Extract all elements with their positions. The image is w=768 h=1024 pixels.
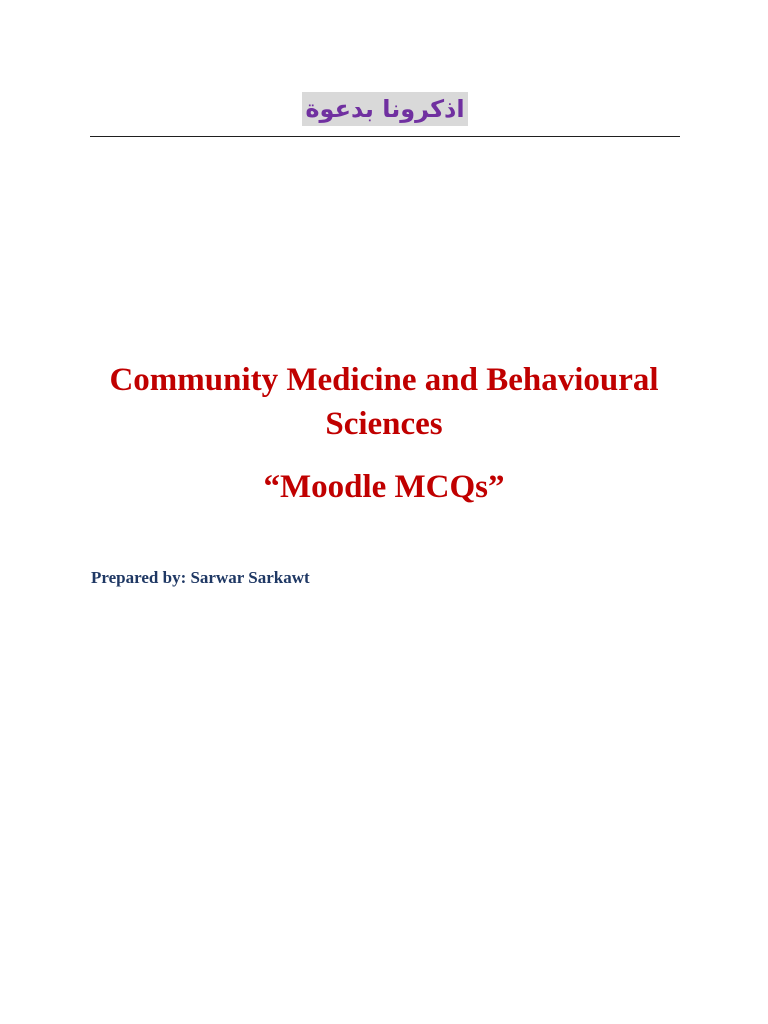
page-header: [90, 92, 680, 126]
arabic-header-text: اذكرونا بدعوة: [302, 92, 467, 126]
title-block: [60, 358, 708, 509]
document-subtitle: “Moodle MCQs”: [263, 469, 505, 505]
document-title: Community Medicine and Behavioural Sciences: [109, 362, 659, 442]
header-divider: [90, 136, 680, 137]
prepared-by-line: Prepared by: Sarwar Sarkawt: [91, 568, 310, 587]
